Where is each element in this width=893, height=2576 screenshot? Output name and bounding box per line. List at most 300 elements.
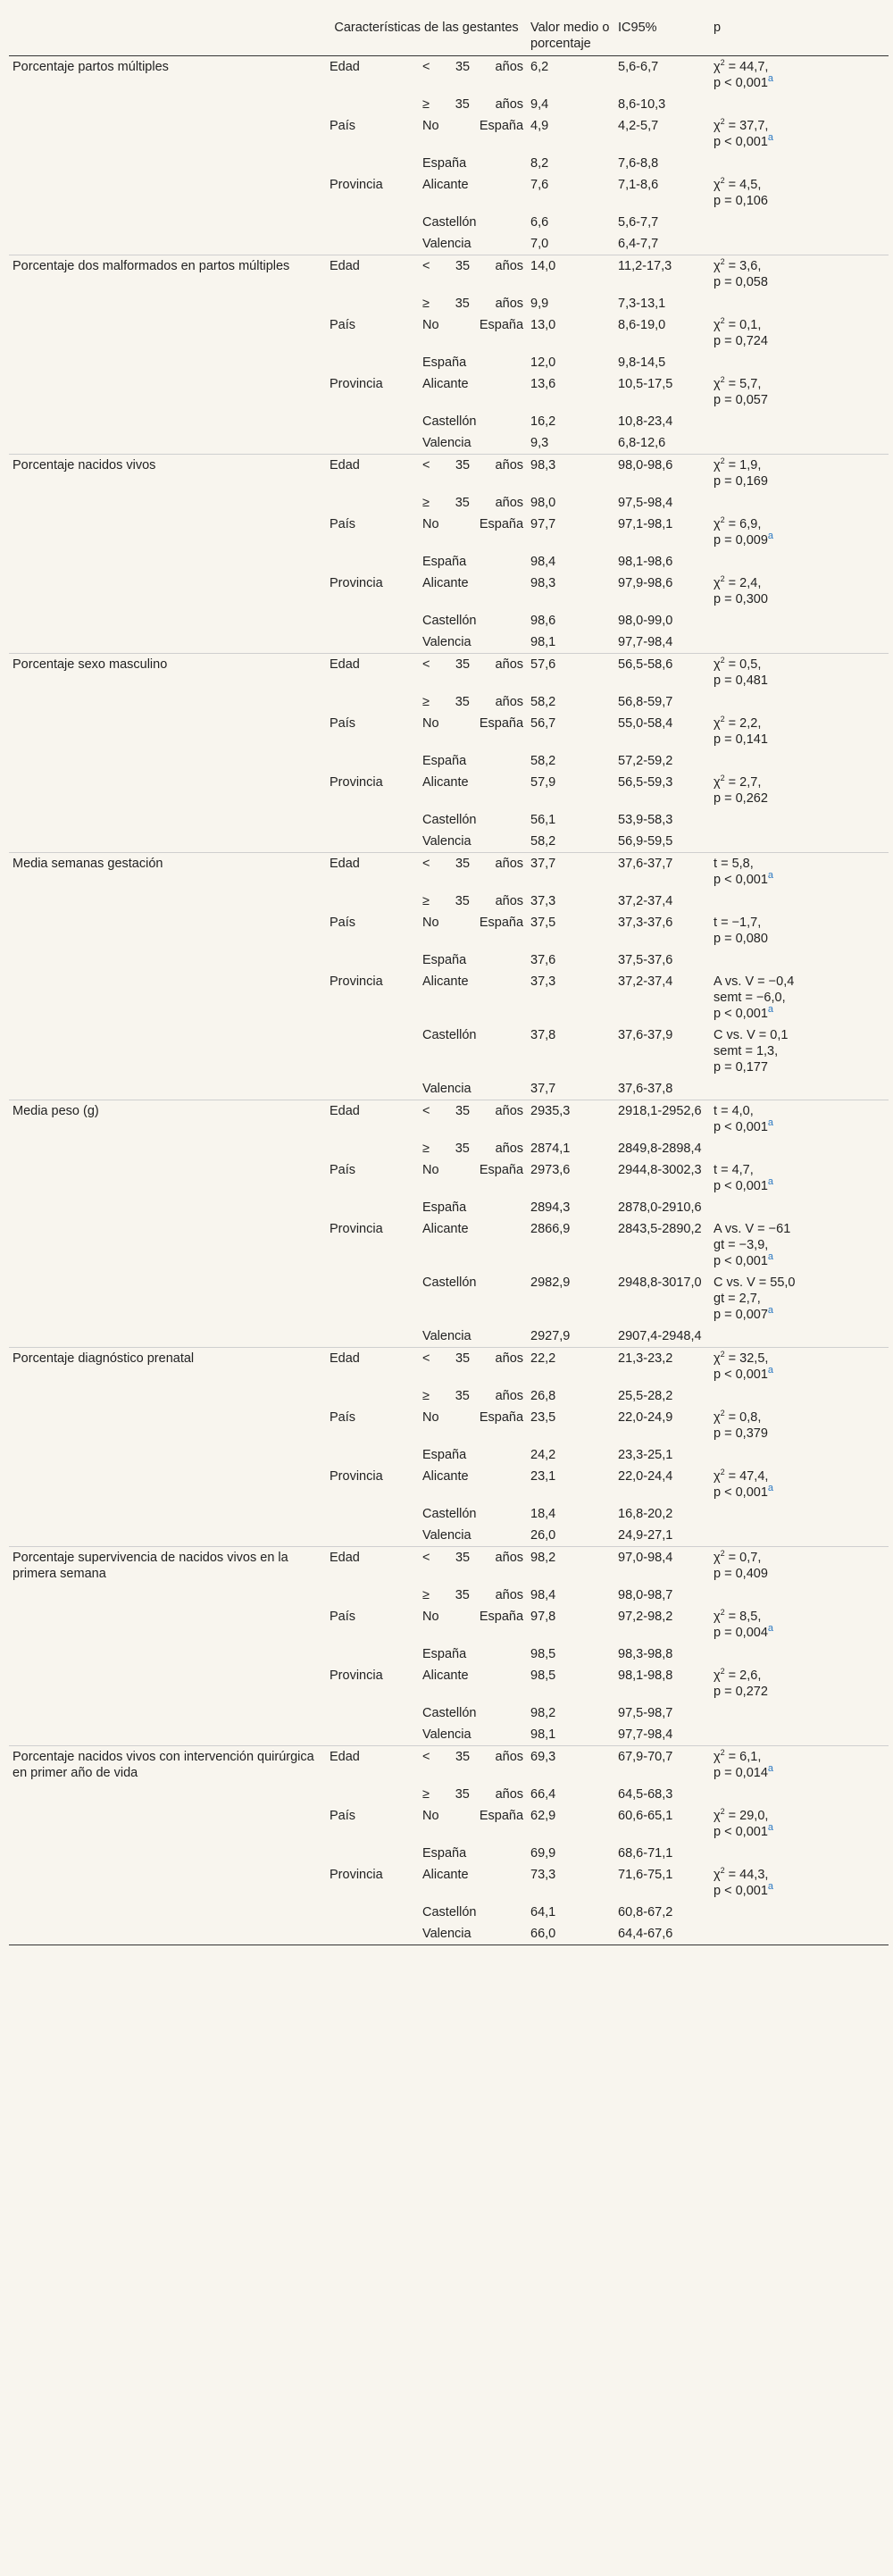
ci-cell: 97,2-98,2	[618, 1610, 673, 1624]
value-cell: 58,2	[530, 754, 556, 768]
ci-cell: 2918,1-2952,6	[614, 1100, 710, 1139]
level-cell: < 35 años	[419, 853, 527, 891]
ci-cell: 8,6-19,0	[618, 318, 666, 332]
stat-line: t = −1,7,	[714, 916, 762, 930]
ci-cell: 5,6-7,7	[618, 215, 659, 230]
results-table	[9, 11, 889, 1945]
p-cell	[710, 1078, 889, 1100]
factor-name: Provincia	[330, 1868, 383, 1882]
stat-line: p = 0,169	[714, 474, 768, 489]
ci-cell: 98,1-98,8	[618, 1669, 673, 1683]
stat-line: p = 0,057	[714, 393, 768, 407]
level-cell: Castellón	[422, 1706, 477, 1720]
value-cell: 56,7	[530, 716, 556, 731]
level-cell: Castellón	[422, 1507, 477, 1521]
ci-cell: 98,3-98,8	[618, 1647, 673, 1661]
value-cell: 4,9	[530, 119, 549, 133]
p-cell	[710, 1843, 889, 1864]
p-cell	[710, 432, 889, 455]
p-cell	[710, 1923, 889, 1945]
ci-cell: 60,8-67,2	[618, 1905, 673, 1919]
level-cell: Valencia	[422, 436, 472, 450]
level-cell: ≥ 35 años	[422, 1588, 524, 1602]
p-cell	[710, 853, 889, 891]
p-cell	[710, 631, 889, 654]
stat-line: $\chi^2 = 2,2$,	[714, 715, 762, 731]
variable-name: Porcentaje nacidos vivos	[9, 455, 326, 654]
level-cell: Valencia	[422, 635, 472, 649]
level-cell: Alicante	[422, 1868, 469, 1882]
value-cell: 14,0	[527, 255, 614, 294]
value-cell: 57,6	[527, 654, 614, 692]
stat-line: $\chi^2 = 47,4$,	[714, 1468, 769, 1484]
factor-name: Provincia	[330, 1669, 383, 1683]
stat-line: p = 0,141	[714, 732, 768, 747]
p-cell	[710, 1902, 889, 1923]
ci-cell: 4,2-5,7	[618, 119, 659, 133]
stat-line: p = 0,014$^a$	[714, 1763, 774, 1780]
p-cell	[710, 772, 889, 809]
ci-cell: 6,4-7,7	[618, 237, 659, 251]
level-cell: Valencia	[422, 1927, 472, 1941]
value-cell: 2935,3	[527, 1100, 614, 1139]
variable-name: Porcentaje partos múltiples	[13, 60, 169, 74]
ci-cell: 2849,8-2898,4	[618, 1142, 702, 1156]
p-cell	[710, 411, 889, 432]
level-cell: < 35 años	[419, 455, 527, 493]
value-cell: 8,2	[530, 156, 549, 171]
ci-cell: 22,0-24,9	[618, 1410, 673, 1425]
p-cell	[710, 831, 889, 853]
factor-name: País	[330, 119, 356, 133]
stat-line: t = 4,0,	[714, 1104, 754, 1118]
ci-cell: 64,4-67,6	[618, 1927, 673, 1941]
stat-line: p < 0,001$^a$	[714, 1822, 774, 1839]
level-cell: España	[422, 1647, 467, 1661]
level-cell: Alicante	[422, 775, 469, 790]
stat-line: $\chi^2 = 2,6$,	[714, 1667, 762, 1683]
value-cell: 23,1	[530, 1469, 556, 1484]
ci-cell: 98,0-99,0	[618, 614, 673, 628]
level-cell: < 35 años	[419, 255, 527, 294]
stat-line: p = 0,262	[714, 791, 768, 806]
value-cell: 9,3	[530, 436, 549, 450]
header-ci: IC95%	[614, 11, 710, 56]
footnote-mark[interactable]: a	[767, 1623, 774, 1635]
p-cell	[710, 1385, 889, 1407]
footnote-mark[interactable]: a	[767, 1822, 774, 1834]
p-cell	[710, 1585, 889, 1606]
level-cell: España	[422, 355, 467, 370]
stat-line: p < 0,001$^a$	[714, 1483, 774, 1500]
ci-cell: 37,6-37,9	[618, 1028, 673, 1042]
level-cell: < 35 años	[419, 654, 527, 692]
value-cell: 69,3	[527, 1746, 614, 1785]
footnote-mark[interactable]: a	[767, 1763, 774, 1775]
ci-cell: 56,5-58,6	[614, 654, 710, 692]
ci-cell: 56,9-59,5	[618, 834, 673, 849]
value-cell: 9,4	[530, 97, 549, 112]
value-cell: 2973,6	[530, 1163, 571, 1177]
p-cell	[710, 373, 889, 411]
ci-cell: 37,6-37,7	[614, 853, 710, 891]
ci-cell: 98,0-98,6	[614, 455, 710, 493]
level-cell: ≥ 35 años	[422, 97, 524, 112]
table-body	[9, 56, 889, 1945]
ci-cell: 25,5-28,2	[618, 1389, 673, 1403]
level-cell: No España	[422, 916, 524, 930]
ci-cell: 23,3-25,1	[618, 1448, 673, 1462]
p-cell	[710, 1100, 889, 1139]
factor-name: Edad	[326, 1100, 419, 1160]
ci-cell: 97,5-98,4	[618, 496, 673, 510]
ci-cell: 97,7-98,4	[618, 635, 673, 649]
factor-name: Provincia	[330, 1469, 383, 1484]
level-cell: Alicante	[422, 377, 469, 391]
p-cell	[710, 1197, 889, 1218]
value-cell: 73,3	[530, 1868, 556, 1882]
stat-line: $\chi^2 = 8,5$,	[714, 1608, 762, 1624]
value-cell: 97,7	[530, 517, 556, 531]
p-cell	[710, 1348, 889, 1386]
value-cell: 98,1	[530, 1727, 556, 1742]
ci-cell: 2944,8-3002,3	[618, 1163, 702, 1177]
value-cell: 24,2	[530, 1448, 556, 1462]
stat-line: p < 0,001$^a$	[714, 1251, 774, 1268]
stat-line: t = 5,8,	[714, 857, 754, 871]
ci-cell: 10,5-17,5	[618, 377, 673, 391]
stat-line: p = 0,409	[714, 1567, 768, 1581]
value-cell: 13,0	[530, 318, 556, 332]
p-cell	[710, 293, 889, 314]
footnote-mark[interactable]: a	[767, 1365, 774, 1376]
p-cell	[710, 691, 889, 713]
stat-line: p < 0,001$^a$	[714, 1176, 774, 1193]
ci-cell: 98,1-98,6	[618, 555, 673, 569]
value-cell: 2894,3	[530, 1200, 571, 1215]
level-cell: < 35 años	[419, 1100, 527, 1139]
variable-name: Porcentaje diagnóstico prenatal	[9, 1348, 326, 1547]
stat-line: C vs. V = 55,0	[714, 1275, 796, 1290]
stat-line: p = 0,300	[714, 592, 768, 606]
value-cell: 98,4	[530, 1588, 556, 1602]
level-cell: < 35 años	[419, 1348, 527, 1386]
p-cell	[710, 1326, 889, 1348]
ci-cell: 98,0-98,7	[618, 1588, 673, 1602]
ci-cell: 97,5-98,7	[618, 1706, 673, 1720]
footnote-mark[interactable]: a	[767, 531, 774, 542]
factor-name: Edad	[326, 455, 419, 514]
level-cell: España	[422, 156, 467, 171]
p-cell	[710, 1643, 889, 1665]
p-cell	[710, 233, 889, 255]
footnote-mark[interactable]: a	[767, 1251, 774, 1263]
ci-cell: 7,6-8,8	[618, 156, 659, 171]
p-cell	[710, 56, 889, 95]
ci-cell: 67,9-70,7	[614, 1746, 710, 1785]
stat-line: $\chi^2 = 6,1$,	[714, 1748, 762, 1764]
ci-cell: 10,8-23,4	[618, 414, 673, 429]
ci-cell: 7,1-8,6	[618, 178, 659, 192]
stat-line: p = 0,004$^a$	[714, 1623, 774, 1640]
value-cell: 37,6	[530, 953, 556, 967]
p-cell	[710, 352, 889, 373]
p-cell	[710, 1665, 889, 1702]
level-cell: Valencia	[422, 237, 472, 251]
factor-name: País	[330, 1410, 356, 1425]
stat-line: p = 0,177	[714, 1060, 768, 1075]
stat-line: p = 0,379	[714, 1426, 768, 1441]
value-cell: 64,1	[530, 1905, 556, 1919]
level-cell: ≥ 35 años	[422, 297, 524, 311]
level-cell: No España	[422, 716, 524, 731]
factor-name: Edad	[326, 1348, 419, 1408]
value-cell: 13,6	[530, 377, 556, 391]
stat-line: $\chi^2 = 0,7$,	[714, 1549, 762, 1565]
footnote-mark[interactable]: a	[767, 1483, 774, 1494]
stat-line: C vs. V = 0,1	[714, 1028, 789, 1042]
level-cell: ≥ 35 años	[422, 894, 524, 908]
ci-cell: 37,2-37,4	[618, 974, 673, 989]
variable-name: Media peso (g)	[9, 1100, 326, 1348]
value-cell: 37,3	[530, 894, 556, 908]
stat-line: p < 0,001$^a$	[714, 870, 774, 887]
level-cell: Alicante	[422, 1469, 469, 1484]
footnote-mark[interactable]: a	[767, 1881, 774, 1893]
p-cell	[710, 610, 889, 631]
p-cell	[710, 1702, 889, 1724]
p-cell	[710, 212, 889, 233]
p-cell	[710, 971, 889, 1025]
value-cell: 2874,1	[530, 1142, 571, 1156]
factor-name: Provincia	[330, 974, 383, 989]
level-cell: Valencia	[422, 1082, 472, 1096]
p-cell	[710, 1503, 889, 1525]
footnote-mark[interactable]: a	[767, 1176, 774, 1188]
stat-line: gt = −3,9,	[714, 1238, 769, 1252]
ci-cell: 53,9-58,3	[618, 813, 673, 827]
table-row	[9, 1348, 889, 1386]
table-row	[9, 1746, 889, 1785]
level-cell: No España	[422, 1410, 524, 1425]
level-cell: Castellón	[422, 813, 477, 827]
stat-line: $\chi^2 = 2,4$,	[714, 574, 762, 590]
stat-line: $\chi^2 = 4,5$,	[714, 176, 762, 192]
p-cell	[710, 1272, 889, 1326]
stat-line: p = 0,106	[714, 194, 768, 208]
level-cell: No España	[422, 1610, 524, 1624]
factor-name: Provincia	[330, 178, 383, 192]
p-cell	[710, 551, 889, 573]
ci-cell: 2907,4-2948,4	[618, 1329, 702, 1343]
factor-name: Edad	[326, 853, 419, 913]
ci-cell: 37,3-37,6	[618, 916, 673, 930]
level-cell: Valencia	[422, 1329, 472, 1343]
level-cell: Valencia	[422, 834, 472, 849]
p-cell	[710, 809, 889, 831]
ci-cell: 71,6-75,1	[618, 1868, 673, 1882]
p-cell	[710, 94, 889, 115]
variable-name: Porcentaje nacidos vivos con intervención quirúrgica en primer año de vida	[9, 1746, 326, 1945]
factor-name: Edad	[326, 654, 419, 714]
level-cell: España	[422, 953, 467, 967]
level-cell: ≥ 35 años	[422, 1142, 524, 1156]
ci-cell: 37,5-37,6	[618, 953, 673, 967]
stat-line: $\chi^2 = 29,0$,	[714, 1807, 769, 1823]
value-cell: 9,9	[530, 297, 549, 311]
footnote-mark[interactable]: a	[767, 870, 774, 882]
value-cell: 7,0	[530, 237, 549, 251]
stat-line: $\chi^2 = 44,3$,	[714, 1866, 769, 1882]
value-cell: 69,9	[530, 1846, 556, 1861]
ci-cell: 8,6-10,3	[618, 97, 666, 112]
stat-line: p = 0,009$^a$	[714, 531, 774, 548]
p-cell	[710, 1864, 889, 1902]
ci-cell: 57,2-59,2	[618, 754, 673, 768]
stat-line: $\chi^2 = 2,7$,	[714, 774, 762, 790]
p-cell	[710, 1606, 889, 1643]
value-cell: 66,0	[530, 1927, 556, 1941]
level-cell: España	[422, 1448, 467, 1462]
footnote-mark[interactable]: a	[767, 1117, 774, 1129]
factor-name: País	[330, 318, 356, 332]
p-cell	[710, 1746, 889, 1785]
p-cell	[710, 1525, 889, 1547]
p-cell	[710, 455, 889, 493]
stat-line: $\chi^2 = 6,9$,	[714, 515, 762, 531]
stat-line: $\chi^2 = 3,6$,	[714, 257, 762, 273]
p-cell	[710, 1407, 889, 1444]
footnote-mark[interactable]: a	[767, 73, 774, 85]
value-cell: 98,5	[530, 1669, 556, 1683]
footnote-mark[interactable]: a	[767, 1004, 774, 1016]
stat-line: p = 0,080	[714, 932, 768, 946]
stat-line: $\chi^2 = 1,9$,	[714, 456, 762, 473]
stat-line: p < 0,001$^a$	[714, 1365, 774, 1382]
value-cell: 37,3	[530, 974, 556, 989]
level-cell: < 35 años	[422, 60, 524, 74]
value-cell: 56,1	[530, 813, 556, 827]
ci-cell: 97,0-98,4	[614, 1547, 710, 1585]
level-cell: Castellón	[422, 1028, 477, 1042]
level-cell: No España	[422, 517, 524, 531]
ci-cell: 56,5-59,3	[618, 775, 673, 790]
ci-cell: 6,8-12,6	[618, 436, 666, 450]
p-cell	[710, 1466, 889, 1503]
stat-line: $\chi^2 = 32,5$,	[714, 1350, 769, 1366]
factor-name: País	[330, 1809, 356, 1823]
value-cell: 97,8	[530, 1610, 556, 1624]
level-cell: Castellón	[422, 215, 477, 230]
stat-line: t = 4,7,	[714, 1163, 754, 1177]
table-row	[9, 853, 889, 891]
value-cell: 98,3	[530, 576, 556, 590]
value-cell: 37,5	[530, 916, 556, 930]
variable-name: Media semanas gestación	[9, 853, 326, 1100]
stat-line: gt = 2,7,	[714, 1292, 761, 1306]
stat-line: $\chi^2 = 0,1$,	[714, 316, 762, 332]
p-cell	[710, 115, 889, 153]
p-cell	[710, 912, 889, 949]
stat-line: $\chi^2 = 44,7$,	[714, 58, 769, 74]
value-cell: 37,7	[530, 1082, 556, 1096]
footnote-mark[interactable]: a	[767, 1305, 774, 1317]
factor-name: Edad	[330, 60, 360, 74]
level-cell: Alicante	[422, 178, 469, 192]
stat-line: p = 0,058	[714, 275, 768, 289]
value-cell: 2927,9	[530, 1329, 571, 1343]
ci-cell: 24,9-27,1	[618, 1528, 673, 1543]
table-row	[9, 455, 889, 493]
value-cell: 98,6	[530, 614, 556, 628]
value-cell: 98,4	[530, 555, 556, 569]
level-cell: Valencia	[422, 1528, 472, 1543]
stat-line: semt = 1,3,	[714, 1044, 779, 1058]
variable-name: Porcentaje supervivencia de nacidos vivos en la primera semana	[9, 1547, 326, 1746]
value-cell: 58,2	[530, 834, 556, 849]
ci-cell: 21,3-23,2	[614, 1348, 710, 1386]
stat-line: p = 0,007$^a$	[714, 1305, 774, 1322]
p-cell	[710, 1218, 889, 1272]
stat-line: $\chi^2 = 5,7$,	[714, 375, 762, 391]
table-row	[9, 654, 889, 692]
p-cell	[710, 1444, 889, 1466]
p-cell	[710, 654, 889, 692]
value-cell: 98,2	[530, 1706, 556, 1720]
level-cell: ≥ 35 años	[422, 496, 524, 510]
stat-line: A vs. V = −61	[714, 1222, 791, 1236]
p-cell	[710, 573, 889, 610]
level-cell: España	[422, 1200, 467, 1215]
value-cell: 2866,9	[530, 1222, 571, 1236]
ci-cell: 2843,5-2890,2	[618, 1222, 702, 1236]
value-cell: 6,6	[530, 215, 549, 230]
factor-name: Provincia	[330, 775, 383, 790]
p-cell	[710, 891, 889, 912]
factor-name: Provincia	[330, 576, 383, 590]
variable-name: Porcentaje sexo masculino	[9, 654, 326, 853]
variable-name: Porcentaje dos malformados en partos múltiples	[9, 255, 326, 455]
value-cell: 66,4	[530, 1787, 556, 1802]
footnote-mark[interactable]: a	[767, 132, 774, 144]
value-cell: 62,9	[530, 1809, 556, 1823]
p-cell	[710, 492, 889, 514]
level-cell: Valencia	[422, 1727, 472, 1742]
ci-cell: 2948,8-3017,0	[618, 1275, 702, 1290]
level-cell: España	[422, 1846, 467, 1861]
level-cell: Castellón	[422, 1275, 477, 1290]
level-cell: Alicante	[422, 1669, 469, 1683]
stat-line: A vs. V = −0,4	[714, 974, 795, 989]
value-cell: 6,2	[530, 60, 549, 74]
value-cell: 26,8	[530, 1389, 556, 1403]
level-cell: No España	[422, 1163, 524, 1177]
value-cell: 37,7	[527, 853, 614, 891]
level-cell: < 35 años	[419, 1746, 527, 1785]
stat-line: $\chi^2 = 37,7$,	[714, 117, 769, 133]
ci-cell: 55,0-58,4	[618, 716, 673, 731]
factor-name: País	[330, 517, 356, 531]
p-cell	[710, 174, 889, 212]
factor-name: País	[330, 716, 356, 731]
value-cell: 16,2	[530, 414, 556, 429]
value-cell: 98,5	[530, 1647, 556, 1661]
ci-cell: 97,7-98,4	[618, 1727, 673, 1742]
level-cell: ≥ 35 años	[422, 1787, 524, 1802]
stat-line: p = 0,272	[714, 1685, 768, 1699]
level-cell: Alicante	[422, 576, 469, 590]
value-cell: 37,8	[530, 1028, 556, 1042]
